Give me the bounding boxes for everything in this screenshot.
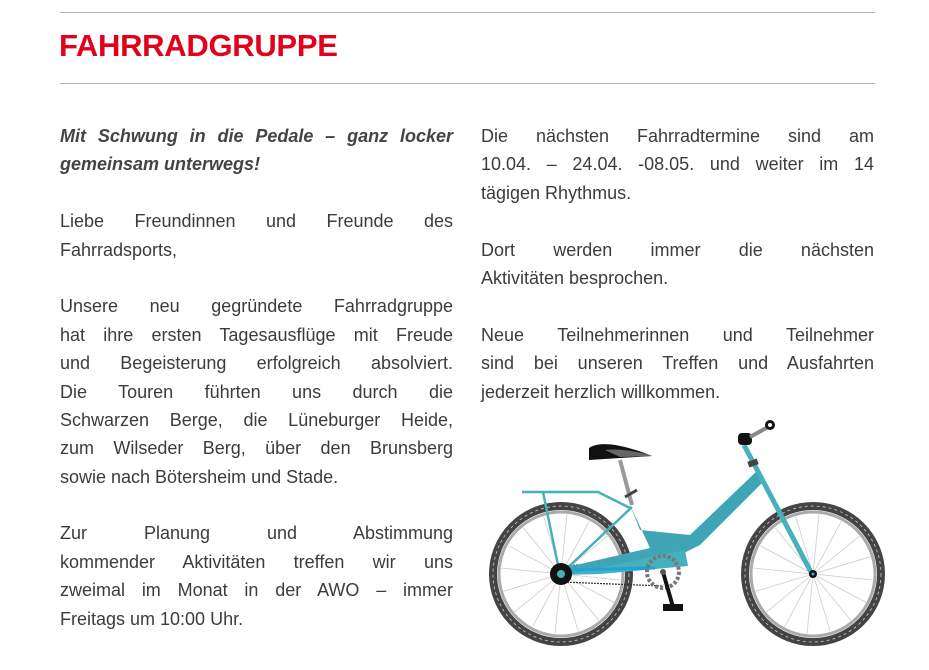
text-line: Unsere neu gegründete Fahrradgruppe [60, 296, 453, 317]
text-line: Liebe Freundinnen und Freunde des [60, 211, 453, 232]
text-line: hat ihre ersten Tagesausflüge mit Freude [60, 324, 453, 345]
text-line: zum Wilseder Berg, über den Brunsberg [60, 438, 453, 459]
text-line: Fahrradsports, [60, 239, 178, 260]
text-line: sowie nach Bötersheim und Stade. [60, 466, 339, 487]
text-line: Dort werden immer die nächsten [481, 239, 874, 260]
text-line: 10.04. – 24.04. -08.05. und weiter im 14 [481, 154, 874, 175]
wheel-spoke [767, 574, 813, 612]
text-line: Die Touren führten uns durch die [60, 381, 453, 402]
wheel-spoke [813, 574, 830, 631]
text-line: sind bei unseren Treffen und Ausfahrten [481, 353, 874, 374]
text-line: Neue Teilnehmerinnen und Teilnehmer [481, 324, 874, 345]
page-title: FAHRRADGRUPPE [59, 28, 338, 63]
text-line: kommender Aktivitäten treffen wir uns [60, 551, 453, 572]
text-line: zweimal im Monat in der AWO – immer [60, 580, 453, 601]
wheel-spoke [756, 574, 813, 591]
text-line: Zur Planung und Abstimmung [60, 523, 453, 544]
text-line: jederzeit herzlich willkommen. [481, 381, 721, 402]
text-line: Mit Schwung in die Pedale – ganz locker [60, 126, 453, 146]
wheel-spoke [813, 557, 870, 574]
text-line: Aktivitäten besprochen. [481, 267, 669, 288]
text-line: gemeinsam unterwegs! [60, 154, 261, 175]
text-line: Freitags um 10:00 Uhr. [60, 608, 244, 629]
wheel-spoke [813, 536, 859, 574]
text-line: Schwarzen Berge, die Lüneburger Heide, [60, 409, 453, 430]
text-line: Die nächsten Fahrradtermine sind am [481, 126, 874, 146]
text-line: und Begeisterung erfolgreich absolviert. [60, 353, 453, 374]
text-line: tägigen Rhythmus. [481, 182, 632, 203]
wheel-spoke [813, 574, 851, 620]
